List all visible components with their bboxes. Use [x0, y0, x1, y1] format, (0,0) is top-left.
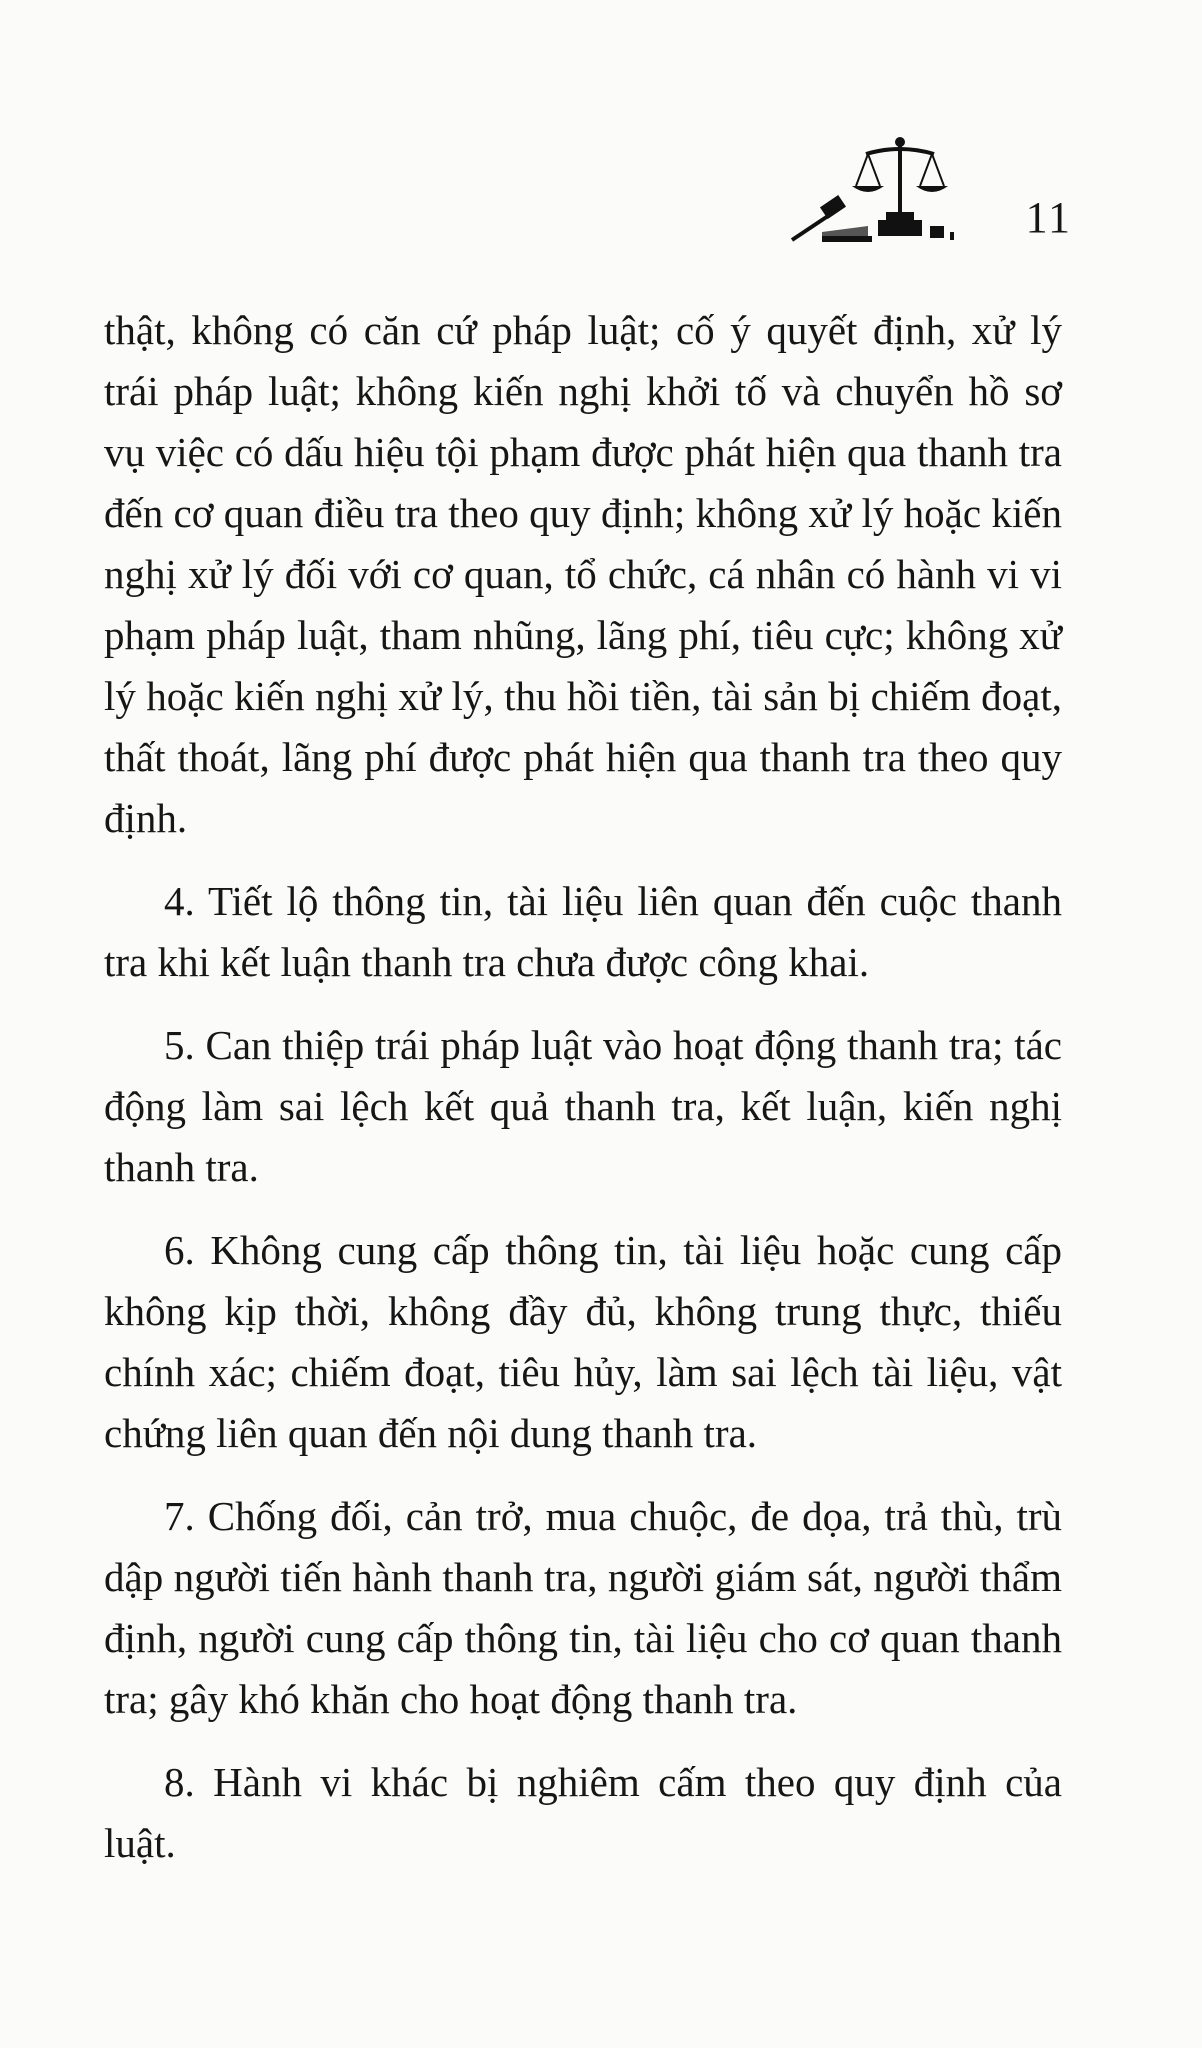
paragraph-item-8: 8. Hành vi khác bị nghiêm cấm theo quy định của luật. — [104, 1759, 1062, 1866]
page-header — [732, 128, 1072, 248]
paragraph-item-6: 6. Không cung cấp thông tin, tài liệu hoặc cung cấp không kịp thời, không đầy đủ, không trung thực, thiếu chính xác; chiếm đoạt, tiêu hủy, làm sai lệch tài liệu, vật chứng liên quan đến nội dung thanh tra. — [104, 1227, 1062, 1456]
paragraph-item-4: 4. Tiết lộ thông tin, tài liệu liên quan đến cuộc thanh tra khi kết luận thanh tra chưa được công khai. — [104, 878, 1062, 985]
body-text — [104, 300, 1062, 1896]
paragraph-continuation: thật, không có căn cứ pháp luật; cố ý quyết định, xử lý trái pháp luật; không kiến nghị khởi tố và chuyển hồ sơ vụ việc có dấu hiệu tội phạm được phát hiện qua thanh tra đến cơ quan điều tra theo quy định; không xử lý hoặc kiến nghị xử lý đối với cơ quan, tổ chức, cá nhân có hành vi vi phạm pháp luật, tham nhũng, lãng phí, tiêu cực; không xử lý hoặc kiến nghị xử lý, thu hồi tiền, tài sản bị chiếm đoạt, thất thoát, lãng phí được phát hiện qua thanh tra theo quy định. — [104, 307, 1062, 841]
scales-of-justice-gavel-icon — [782, 128, 982, 248]
page-number: 11 — [1025, 193, 1072, 242]
paragraph-item-5: 5. Can thiệp trái pháp luật vào hoạt động thanh tra; tác động làm sai lệch kết quả thanh tra, kết luận, kiến nghị thanh tra. — [104, 1022, 1062, 1190]
paragraph-item-7: 7. Chống đối, cản trở, mua chuộc, đe dọa, trả thù, trù dập người tiến hành thanh tra, người giám sát, người thẩm định, người cung cấp thông tin, tài liệu cho cơ quan thanh tra; gây khó khăn cho hoạt động thanh tra. — [104, 1493, 1062, 1722]
